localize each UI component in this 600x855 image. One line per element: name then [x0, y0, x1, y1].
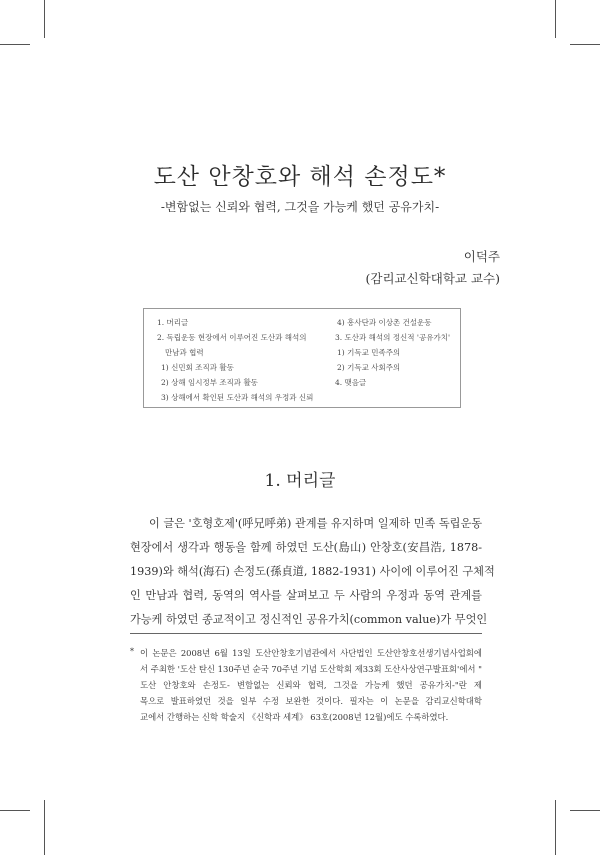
footnote-separator [130, 633, 482, 634]
toc-item: 2) 상해 임시정부 조직과 활동 [161, 378, 258, 387]
toc-item: 2. 독립운동 현장에서 이루어진 도산과 해석의 [157, 333, 307, 342]
toc-item: 만남과 협력 [165, 348, 204, 357]
toc-item: 3) 상해에서 확인된 도산과 해석의 우정과 신뢰 [161, 393, 314, 402]
crop-mark-bottom-right [555, 800, 556, 855]
section-heading: 1. 머리글 [264, 471, 336, 491]
article-title: 도산 안창호와 해석 손정도* [153, 164, 447, 190]
toc-item: 1) 신민회 조직과 활동 [161, 363, 234, 372]
footnote-line: 목으로 발표하였던 것을 일부 수정 보완한 것이다. 필자는 이 논문을 감리교신학대학 [140, 696, 482, 706]
article-subtitle: -변함없는 신뢰와 협력, 그것을 가능케 했던 공유가치- [160, 200, 440, 214]
body-text-line: 1939)와 해석(海石) 손정도(孫貞道, 1882-1931) 사이에 이루어진 구체적 [130, 565, 495, 578]
crop-mark-top-left-h [0, 44, 30, 45]
footnote-line: 이 논문은 2008년 6월 13일 도산안창호기념관에서 사단법인 도산안창호선생기념사업회에 [140, 648, 482, 658]
author-affiliation: (감리교신학대학교 교수) [365, 271, 500, 286]
body-text-line: 가능케 하였던 종교적이고 정신적인 공유가치(common value)가 무엇인 [130, 613, 488, 626]
author-block [366, 246, 500, 290]
table-of-contents [143, 308, 461, 408]
footnote-marker: * [130, 647, 134, 656]
body-text-line: 이 글은 '호형호제'(呼兄呼弟) 관계를 유지하며 일제하 민족 독립운동 [149, 517, 483, 530]
toc-item: 1. 머리글 [157, 318, 189, 327]
toc-item: 2) 기독교 사회주의 [337, 363, 401, 372]
author-name: 이덕주 [463, 249, 500, 264]
footnote-line: 서 주최한 '도산 탄신 130주년 순국 70주년 기념 도산학회 제33회 도산사상연구발표회'에서 " [140, 664, 483, 674]
toc-item: 3. 도산과 해석의 정신적 '공유가치' [335, 333, 450, 342]
toc-item: 1) 기독교 민족주의 [337, 348, 401, 357]
crop-mark-bottom-left-h [0, 810, 30, 811]
toc-item: 4) 흥사단과 이상촌 건설운동 [337, 318, 432, 327]
footnote-line: 교에서 간행하는 신학 학술지 《신학과 세계》 63호(2008년 12월)에도 수록하였다. [140, 712, 449, 722]
crop-mark-bottom-left [44, 800, 45, 855]
toc-item: 4. 맺음글 [335, 378, 367, 387]
body-text-line: 현장에서 생각과 행동을 함께 하였던 도산(島山) 안창호(安昌浩, 1878- [130, 541, 482, 554]
body-text-line: 인 만남과 협력, 동역의 역사를 살펴보고 두 사람의 우정과 동역 관계를 [130, 589, 482, 602]
crop-mark-top-right-h [570, 44, 600, 45]
crop-mark-bottom-right-h [570, 810, 600, 811]
footnote-line: 도산 안창호와 손정도- 변함없는 신뢰와 협력, 그것을 가능케 했던 공유가치-"란 제 [140, 680, 482, 690]
crop-mark-top-right [555, 0, 556, 38]
crop-mark-top-left [44, 0, 45, 38]
